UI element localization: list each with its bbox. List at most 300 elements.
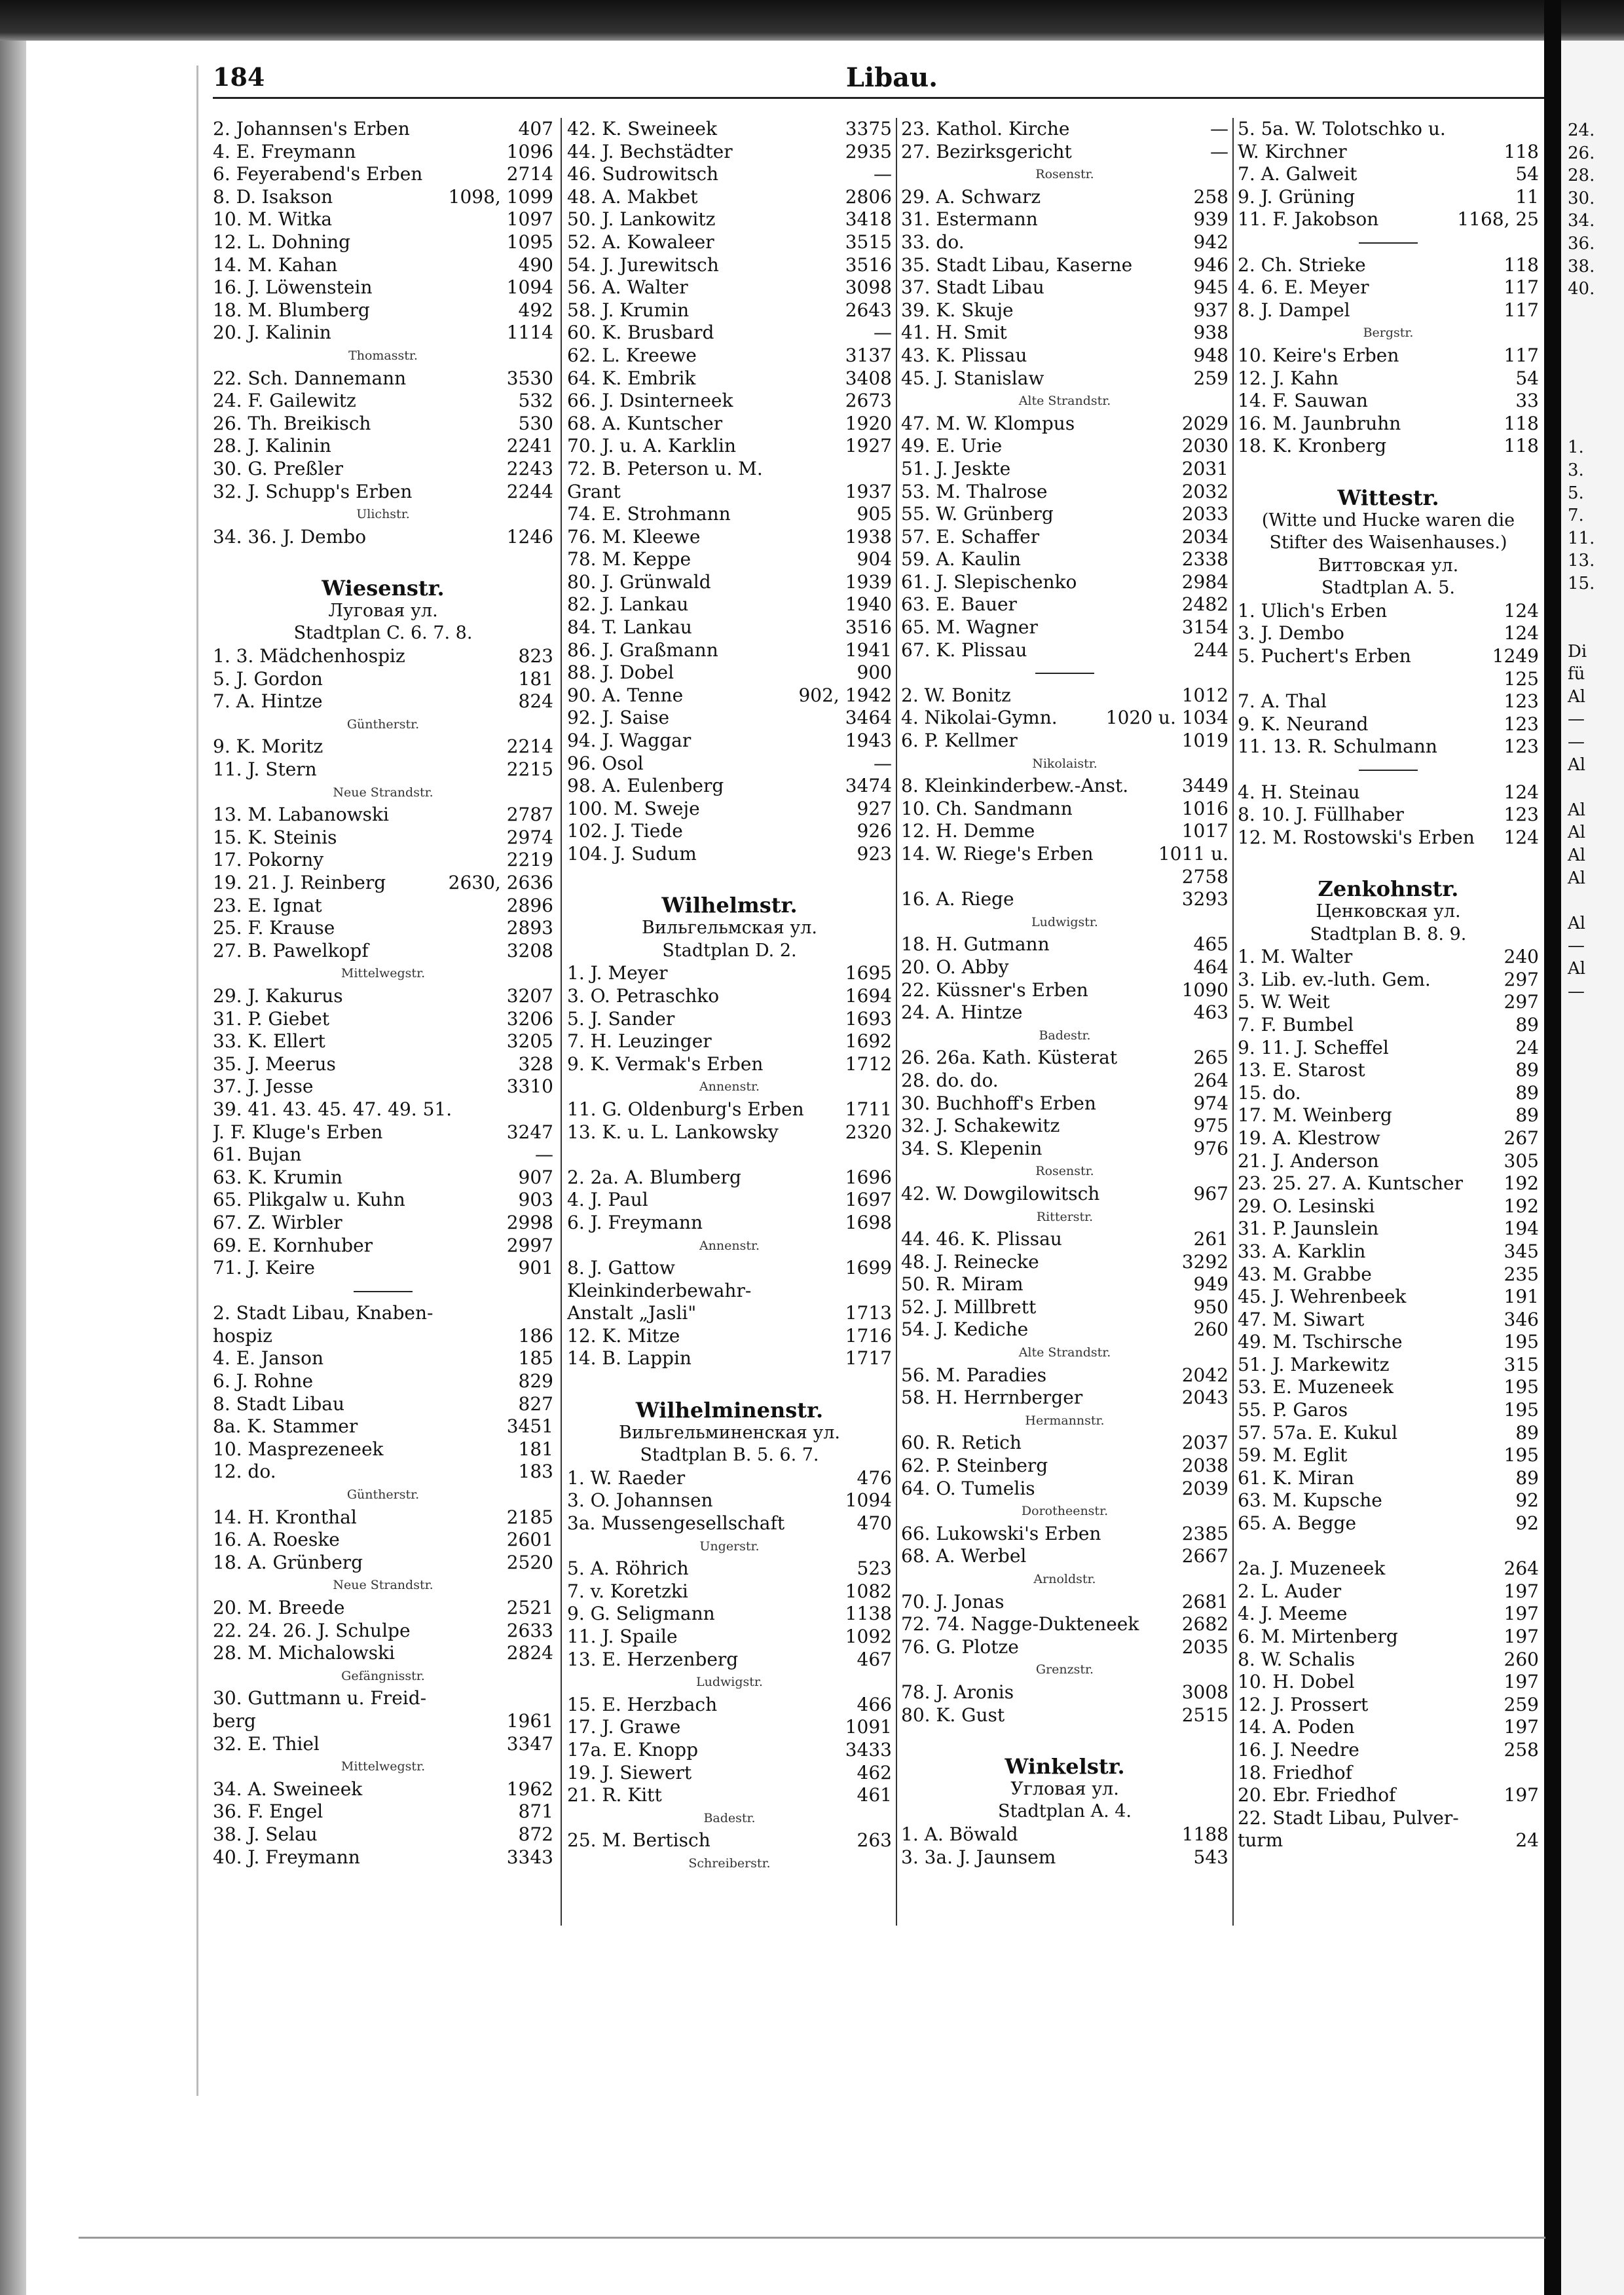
entry-number: 123 — [1504, 736, 1539, 758]
entry-number: 1939 — [845, 570, 892, 593]
directory-entry — [213, 526, 553, 549]
entry-number: 259 — [1504, 1693, 1539, 1715]
directory-entry — [1238, 186, 1539, 209]
directory-entry — [1238, 1218, 1539, 1241]
entry-number: 3208 — [506, 939, 553, 961]
next-page-fragment: 1. — [1568, 438, 1584, 458]
entry-number: 2630, 2636 — [448, 872, 553, 893]
entry-number: 1016 — [1181, 797, 1228, 819]
directory-entry — [901, 593, 1228, 616]
directory-entry — [567, 1603, 892, 1626]
entry-address-owner: 80. K. Gust — [901, 1704, 1005, 1726]
entry-address-owner: 48. J. Reinecke — [901, 1250, 1039, 1273]
entry-address-owner: 35. Stadt Libau, Kaserne — [901, 253, 1133, 276]
directory-entry — [901, 775, 1228, 798]
entry-address-owner: 10. Keire's Erben — [1238, 344, 1399, 366]
entry-number: 1937 — [845, 480, 892, 502]
directory-entry — [901, 571, 1228, 594]
entry-number: 1927 — [845, 435, 892, 457]
entry-number: 183 — [518, 1461, 553, 1483]
entry-number: 827 — [518, 1392, 553, 1415]
directory-entry — [213, 895, 553, 918]
entry-number: 185 — [518, 1347, 553, 1370]
directory-entry — [901, 367, 1228, 390]
directory-entry — [1238, 435, 1539, 458]
directory-entry — [901, 1228, 1228, 1251]
entry-number: 2806 — [845, 185, 892, 208]
directory-entry — [1238, 118, 1539, 141]
entry-address-owner: 52. A. Kowaleer — [567, 231, 714, 253]
section-separator — [213, 1280, 553, 1303]
entry-address-owner: 41. H. Smit — [901, 322, 1007, 344]
entry-number: 186 — [518, 1324, 553, 1347]
entry-number: 315 — [1504, 1353, 1539, 1375]
directory-entry — [213, 1438, 553, 1461]
entry-address-owner: 42. W. Dowgilowitsch — [901, 1182, 1100, 1204]
entry-number: 118 — [1504, 412, 1539, 434]
directory-entry — [567, 1121, 892, 1144]
entry-address-owner: 4. E. Janson — [213, 1347, 324, 1370]
directory-entry — [567, 1762, 892, 1785]
entry-address-owner: 20. Ebr. Friedhof — [1238, 1784, 1396, 1806]
directory-entry — [567, 1649, 892, 1671]
entry-address-owner: 2. Ch. Strieke — [1238, 253, 1366, 276]
label-text: Arnoldstr. — [1033, 1572, 1096, 1586]
label-text: Вильгельминенская ул. — [619, 1422, 840, 1443]
entry-number: 267 — [1504, 1127, 1539, 1149]
entry-address-owner: 18. K. Kronberg — [1238, 435, 1387, 457]
entry-address-owner: 94. J. Waggar — [567, 730, 692, 752]
street-subtitle — [1238, 924, 1539, 946]
cross-street-label — [213, 962, 553, 985]
directory-entry — [213, 1642, 553, 1665]
entry-address-owner: 2. Johannsen's Erben — [213, 118, 410, 140]
directory-entry — [1238, 1150, 1539, 1173]
entry-number: 2032 — [1181, 480, 1228, 502]
directory-entry — [213, 1075, 553, 1098]
entry-address-owner: 2. 2a. A. Blumberg — [567, 1166, 741, 1188]
entry-number: 1096 — [506, 140, 553, 162]
entry-address-owner: 39. K. Skuje — [901, 299, 1014, 321]
entry-number: 949 — [1193, 1273, 1228, 1296]
entry-number: 1699 — [845, 1257, 892, 1279]
entry-address-owner: 6. J. Rohne — [213, 1370, 314, 1392]
label-text: Ungerstr. — [699, 1539, 760, 1554]
page-bottom-line — [79, 2237, 1545, 2239]
entry-number: 117 — [1504, 299, 1539, 321]
entry-number: 926 — [857, 820, 892, 842]
entry-number: 3247 — [506, 1121, 553, 1143]
next-page-fragment: — — [1568, 732, 1585, 753]
entry-number: 125 — [1504, 667, 1539, 690]
entry-address-owner: 88. J. Dobel — [567, 662, 674, 684]
entry-number: 2984 — [1181, 570, 1228, 593]
entry-address-owner: 76. M. Kleewe — [567, 525, 701, 548]
cross-street-label — [213, 503, 553, 526]
entry-address-owner: 17. M. Weinberg — [1238, 1104, 1392, 1127]
entry-address-owner: 10. M. Witka — [213, 208, 333, 231]
directory-entry — [1238, 1059, 1539, 1082]
entry-number: 1095 — [506, 231, 553, 253]
entry-number: 2035 — [1181, 1635, 1228, 1658]
directory-entry — [1238, 1739, 1539, 1762]
entry-number: 901 — [518, 1257, 553, 1279]
entry-number: 1114 — [506, 322, 553, 344]
entry-number: 195 — [1504, 1444, 1539, 1466]
directory-entry — [213, 645, 553, 668]
directory-entry — [1238, 991, 1539, 1014]
entry-number: 2042 — [1181, 1364, 1228, 1386]
entry-number: 1098, 1099 — [448, 185, 553, 208]
entry-number: 3293 — [1181, 888, 1228, 910]
directory-entry — [901, 1823, 1228, 1846]
street-subtitle — [567, 917, 892, 940]
entry-number: 1713 — [845, 1302, 892, 1324]
entry-address-owner: 1. J. Meyer — [567, 962, 668, 984]
entry-address-owner: 39. 41. 43. 45. 47. 49. 51. — [213, 1098, 452, 1120]
entry-address-owner: 12. do. — [213, 1461, 276, 1483]
directory-entry — [901, 933, 1228, 956]
directory-entry — [567, 1784, 892, 1807]
directory-entry — [213, 163, 553, 186]
directory-entry — [567, 775, 892, 798]
entry-address-owner: 14. W. Riege's Erben — [901, 843, 1094, 865]
entry-address-owner: 31. Estermann — [901, 208, 1038, 231]
street-heading — [567, 888, 892, 917]
entry-number: 938 — [1193, 322, 1228, 344]
directory-entry — [567, 1829, 892, 1852]
directory-entry — [901, 118, 1228, 141]
entry-number: 923 — [857, 843, 892, 865]
entry-number: 407 — [518, 118, 553, 140]
directory-entry — [1238, 736, 1539, 758]
directory-entry — [213, 668, 553, 691]
entry-address-owner: 78. J. Aronis — [901, 1681, 1014, 1703]
entry-number: 2038 — [1181, 1455, 1228, 1477]
directory-entry — [1238, 1694, 1539, 1717]
entry-address-owner: 92. J. Saise — [567, 707, 670, 729]
directory-entry — [1238, 276, 1539, 299]
street-subtitle — [1238, 901, 1539, 924]
directory-entry — [901, 888, 1228, 911]
entry-address-owner: 24. A. Hintze — [901, 1001, 1023, 1024]
label-text: Hermannstr. — [1025, 1413, 1105, 1428]
entry-address-owner: 13. E. Herzenberg — [567, 1648, 739, 1670]
entry-number: 3137 — [845, 344, 892, 366]
entry-address-owner: 7. A. Thal — [1238, 690, 1327, 713]
entry-address-owner: 11. 13. R. Schulmann — [1238, 736, 1437, 758]
entry-address-owner: 3. O. Petraschko — [567, 984, 720, 1007]
directory-entry — [1238, 299, 1539, 322]
street-heading-text: Wittestr. — [1337, 485, 1439, 510]
directory-entry — [567, 1626, 892, 1649]
directory-entry — [567, 1580, 892, 1603]
entry-address-owner: 62. L. Kreewe — [567, 344, 697, 366]
entry-number: 3408 — [845, 367, 892, 389]
entry-number: 123 — [1504, 690, 1539, 713]
entry-address-owner: 9. 11. J. Scheffel — [1238, 1036, 1389, 1058]
directory-entry — [213, 1370, 553, 1393]
street-subtitle — [1238, 577, 1539, 600]
entry-number: 1188 — [1181, 1823, 1228, 1845]
next-page-fragment: — — [1568, 709, 1585, 730]
directory-entry — [901, 1364, 1228, 1387]
directory-entry — [213, 390, 553, 413]
directory-entry — [213, 458, 553, 481]
entry-number: 543 — [1193, 1846, 1228, 1868]
entry-address-owner: J. F. Kluge's Erben — [213, 1121, 383, 1143]
directory-entry — [567, 662, 892, 684]
entry-address-owner: 22. Stadt Libau, Pulver- — [1238, 1806, 1459, 1829]
entry-number: 260 — [1193, 1318, 1228, 1341]
directory-entry — [1238, 1399, 1539, 1422]
entry-address-owner: 7. H. Leuzinger — [567, 1030, 712, 1053]
entry-number: 464 — [1193, 956, 1228, 978]
cross-street-label — [901, 1024, 1228, 1047]
directory-entry — [901, 1070, 1228, 1092]
entry-number: 532 — [518, 390, 553, 412]
directory-entry — [901, 1251, 1228, 1274]
entry-number: 1138 — [845, 1603, 892, 1625]
directory-entry — [567, 186, 892, 209]
entry-address-owner: 100. M. Sweje — [567, 797, 700, 819]
directory-entry — [901, 1613, 1228, 1636]
street-heading — [213, 571, 553, 600]
street-heading — [901, 1749, 1228, 1778]
entry-number: 2682 — [1181, 1613, 1228, 1635]
entry-address-owner: hospiz — [213, 1324, 272, 1347]
entry-address-owner: 25. M. Bertisch — [567, 1829, 710, 1852]
entry-number: 2029 — [1181, 412, 1228, 434]
entry-address-owner: 31. P. Giebet — [213, 1007, 330, 1030]
entry-address-owner: 17. J. Grawe — [567, 1716, 681, 1738]
directory-entry — [567, 730, 892, 753]
entry-number: 24 — [1515, 1829, 1539, 1852]
entry-address-owner: 65. A. Begge — [1238, 1512, 1357, 1535]
section-separator — [901, 662, 1228, 684]
entry-number: 2320 — [845, 1121, 892, 1143]
next-page-fragment — [1561, 369, 1624, 392]
entry-address-owner: 8. J. Gattow — [567, 1257, 675, 1279]
entry-number: 1092 — [845, 1626, 892, 1647]
directory-entry — [1238, 1127, 1539, 1150]
directory-entry — [901, 1001, 1228, 1024]
entry-address-owner: 1. W. Raeder — [567, 1466, 686, 1489]
entry-number: 1938 — [845, 525, 892, 548]
entry-address-owner: 18. M. Blumberg — [213, 299, 370, 321]
entry-address-owner: turm — [1238, 1829, 1283, 1852]
entry-number: 197 — [1504, 1716, 1539, 1738]
entry-number: 2482 — [1181, 593, 1228, 616]
blank-line — [1238, 849, 1539, 872]
directory-entry — [1238, 1354, 1539, 1377]
entry-address-owner: 5. Puchert's Erben — [1238, 645, 1411, 667]
entry-address-owner: 60. R. Retich — [901, 1432, 1022, 1454]
entry-number: 2997 — [506, 1234, 553, 1256]
next-page-fragment: — — [1568, 936, 1585, 956]
entry-number: 197 — [1504, 1784, 1539, 1806]
directory-entry — [901, 526, 1228, 549]
next-page-fragment — [1561, 595, 1624, 618]
entry-address-owner: 11. G. Oldenburg's Erben — [567, 1098, 804, 1120]
label-text: Stadtplan A. 5. — [1321, 578, 1455, 599]
cross-street-label — [213, 1483, 553, 1506]
directory-entry — [1238, 1104, 1539, 1127]
entry-number: 3464 — [845, 707, 892, 729]
directory-entry — [213, 1846, 553, 1869]
entry-address-owner: 84. T. Lankau — [567, 616, 692, 639]
entry-number: 872 — [518, 1823, 553, 1845]
entry-number — [548, 1687, 553, 1710]
directory-entry — [901, 1138, 1228, 1161]
directory-entry — [213, 1620, 553, 1643]
entry-address-owner: 1. Ulich's Erben — [1238, 599, 1388, 622]
entry-number: 945 — [1193, 276, 1228, 299]
entry-address-owner: 19. J. Siewert — [567, 1761, 692, 1783]
entry-address-owner: 3. Lib. ev.-luth. Gem. — [1238, 968, 1431, 990]
next-page-fragment — [1561, 346, 1624, 369]
directory-entry — [567, 1030, 892, 1053]
directory-entry — [901, 798, 1228, 821]
entry-number: 3008 — [1181, 1681, 1228, 1703]
entry-address-owner: 26. 26a. Kath. Küsterat — [901, 1047, 1118, 1069]
directory-entry — [567, 962, 892, 985]
entry-address-owner: 8. D. Isakson — [213, 185, 333, 208]
entry-number: 3098 — [845, 276, 892, 299]
entry-address-owner: 98. A. Eulenberg — [567, 775, 724, 797]
directory-entry — [1238, 1082, 1539, 1105]
cross-street-label — [567, 1535, 892, 1558]
cross-street-label — [567, 1852, 892, 1875]
directory-entry — [1238, 827, 1539, 849]
entry-number: 1712 — [845, 1053, 892, 1075]
directory-entry — [213, 1687, 553, 1710]
blank-line — [567, 1370, 892, 1393]
directory-entry — [901, 299, 1228, 322]
next-page-fragment: 40. — [1568, 279, 1595, 299]
directory-entry — [213, 1415, 553, 1438]
entry-number: 2667 — [1181, 1545, 1228, 1567]
separator-rule — [354, 1291, 413, 1303]
label-text: Rosenstr. — [1035, 167, 1094, 182]
next-page-fragment: 30. — [1568, 188, 1595, 208]
entry-address-owner: 61. Bujan — [213, 1144, 302, 1166]
directory-entry — [901, 231, 1228, 254]
entry-address-owner: 64. K. Embrik — [567, 367, 696, 389]
directory-entry — [1238, 668, 1539, 691]
running-header-title: Libau. — [845, 62, 938, 93]
label-text: Ludwigstr. — [1031, 914, 1098, 929]
directory-entry — [1238, 1309, 1539, 1332]
entry-address-owner: 51. J. Jeskte — [901, 457, 1011, 479]
entry-address-owner: 38. J. Selau — [213, 1823, 318, 1845]
street-heading-text: Wilhelminenstr. — [635, 1397, 824, 1423]
entry-number: 1920 — [845, 412, 892, 434]
entry-number: 829 — [518, 1370, 553, 1392]
entry-address-owner: 16. J. Löwenstein — [213, 276, 373, 299]
entry-address-owner: 58. H. Herrnberger — [901, 1387, 1083, 1409]
entry-address-owner: 76. G. Plotze — [901, 1635, 1019, 1658]
directory-entry — [1238, 1376, 1539, 1399]
entry-number: 2338 — [1181, 548, 1228, 570]
entry-number: 476 — [857, 1466, 892, 1489]
entry-address-owner: 17. Pokorny — [213, 849, 324, 871]
entry-number: 967 — [1193, 1182, 1228, 1204]
entry-number: 2043 — [1181, 1387, 1228, 1409]
entry-number: — — [874, 752, 892, 774]
directory-entry — [1238, 367, 1539, 390]
cross-street-label — [567, 1235, 892, 1258]
directory-entry — [567, 1489, 892, 1512]
entry-number: 258 — [1504, 1738, 1539, 1761]
next-page-fragment: Al — [1568, 800, 1586, 820]
entry-number — [548, 1302, 553, 1325]
entry-number: 1011 u. — [1158, 843, 1228, 865]
entry-number: 118 — [1504, 253, 1539, 276]
entry-number: 903 — [518, 1189, 553, 1211]
directory-entry — [901, 503, 1228, 526]
directory-entry — [1238, 600, 1539, 623]
next-page-fragment: — — [1568, 981, 1585, 1001]
label-text: Annenstr. — [699, 1079, 760, 1094]
entry-address-owner: 25. F. Krause — [213, 917, 335, 939]
street-heading — [1238, 872, 1539, 901]
entry-address-owner: 21. R. Kitt — [567, 1784, 662, 1806]
entry-address-owner: 10. H. Dobel — [1238, 1671, 1355, 1693]
directory-entry — [901, 1047, 1228, 1070]
directory-entry — [567, 1558, 892, 1580]
directory-entry — [213, 1030, 553, 1053]
directory-entry — [213, 276, 553, 299]
entry-address-owner: 23. E. Ignat — [213, 894, 322, 916]
entry-address-owner: 16. A. Riege — [901, 888, 1014, 910]
directory-entry — [213, 736, 553, 758]
directory-entry — [213, 1733, 553, 1756]
entry-number: 907 — [518, 1166, 553, 1188]
entry-address-owner: 61. K. Miran — [1238, 1466, 1354, 1489]
entry-number: 2681 — [1181, 1590, 1228, 1613]
directory-entry — [901, 1523, 1228, 1546]
next-page-fragment: 38. — [1568, 256, 1595, 276]
scan-top-edge — [0, 0, 1624, 41]
entry-number: 2037 — [1181, 1432, 1228, 1454]
directory-entry — [1238, 1626, 1539, 1649]
blank-line — [901, 1726, 1228, 1749]
directory-entry — [1238, 969, 1539, 992]
directory-entry — [901, 435, 1228, 458]
directory-entry — [901, 1183, 1228, 1206]
entry-number: 117 — [1504, 344, 1539, 366]
directory-entry — [901, 1846, 1228, 1869]
entry-address-owner: 11. F. Jakobson — [1238, 208, 1379, 231]
entry-number: 3516 — [845, 253, 892, 276]
entry-address-owner: 12. J. Prossert — [1238, 1693, 1369, 1715]
page-number: 184 — [213, 62, 265, 92]
cross-street-label — [213, 345, 553, 367]
entry-address-owner: 20. J. Kalinin — [213, 322, 331, 344]
entry-number: 2515 — [1181, 1704, 1228, 1726]
street-heading-text: Winkelstr. — [1005, 1753, 1125, 1779]
entry-address-owner: 5. J. Sander — [567, 1007, 675, 1030]
section-separator — [1238, 231, 1539, 254]
entry-address-owner: 1. 3. Mädchenhospiz — [213, 645, 405, 667]
column-divider — [561, 118, 562, 1926]
directory-entry — [567, 390, 892, 413]
directory-entry — [567, 208, 892, 231]
entry-address-owner: 43. M. Grabbe — [1238, 1263, 1372, 1285]
entry-number: 3449 — [1181, 775, 1228, 797]
directory-entry — [901, 843, 1228, 866]
